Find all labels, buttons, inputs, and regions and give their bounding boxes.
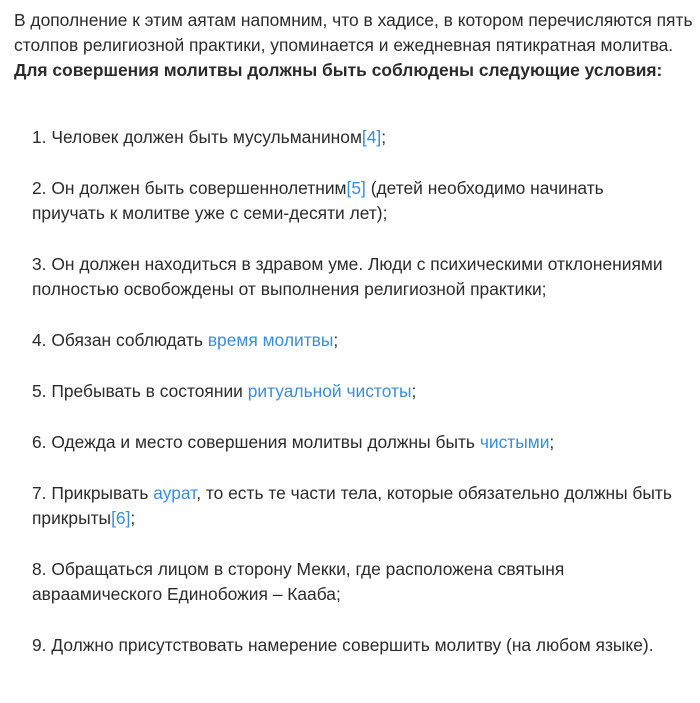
clean-link[interactable]: чистыми: [479, 432, 550, 452]
intro-bold-text: Для совершения молитвы должны быть соблюдены следующие условия:: [14, 60, 663, 80]
item-text: Обращаться лицом в сторону Мекки, где расположена святыня авраамического Единобожия – Кааба;: [32, 559, 565, 604]
awrah-link[interactable]: аурат: [153, 483, 197, 503]
item-text-after: ;: [333, 330, 339, 350]
footnote-link-6[interactable]: [6]: [111, 508, 131, 528]
item-text: Обязан соблюдать: [51, 330, 208, 350]
item-text-after: , то есть те части тела, которые обязательно должны быть прикрыты: [32, 483, 672, 528]
item-text-after: (детей необходимо начинать приучать к молитве уже с семи-десяти лет);: [32, 178, 604, 223]
item-text-after: ;: [411, 381, 417, 401]
list-item: [32, 481, 680, 531]
item-text: Прикрывать: [51, 483, 154, 503]
item-number: 3.: [32, 254, 47, 274]
item-text: Человек должен быть мусульманином: [51, 127, 362, 147]
item-text: Пребывать в состоянии: [51, 381, 248, 401]
item-text: Должно присутствовать намерение совершить молитву (на любом языке).: [51, 635, 654, 655]
footnote-link-4[interactable]: [4]: [361, 127, 382, 147]
item-number: 8.: [32, 559, 47, 579]
item-number: 5.: [32, 381, 47, 401]
item-text: Он должен находиться в здравом уме. Люди с психическими отклонениями полностью освобождены от выполнения религиозной практики;: [32, 254, 663, 299]
item-text: Одежда и место совершения молитвы должны быть: [51, 432, 480, 452]
item-text: Он должен быть совершеннолетним: [51, 178, 347, 198]
footnote-link-5[interactable]: [5]: [346, 178, 366, 198]
prayer-time-link[interactable]: время молитвы: [207, 330, 334, 350]
list-item: [32, 430, 680, 455]
item-number: 6.: [32, 432, 47, 452]
list-item: [32, 633, 680, 658]
item-text-after-2: ;: [130, 508, 136, 528]
item-number: 1.: [32, 127, 47, 147]
item-number: 2.: [32, 178, 47, 198]
list-item: [32, 557, 680, 607]
ritual-purity-link[interactable]: ритуальной чистоты: [247, 381, 412, 401]
item-text-after: ;: [549, 432, 555, 452]
list-item: [32, 328, 680, 353]
intro-paragraph: [14, 8, 694, 83]
article-content: [14, 8, 694, 83]
list-item: [32, 379, 680, 404]
intro-text: В дополнение к этим аятам напомним, что в хадисе, в котором перечисляются пять столпов религиозной практики, упоминается и ежедневная пятикратная молитва.: [14, 10, 693, 55]
item-number: 7.: [32, 483, 47, 503]
list-item: [32, 252, 680, 302]
item-number: 9.: [32, 635, 47, 655]
item-number: 4.: [32, 330, 47, 350]
item-text-after: ;: [381, 127, 387, 147]
list-item: [32, 176, 680, 226]
list-item: [32, 125, 680, 150]
